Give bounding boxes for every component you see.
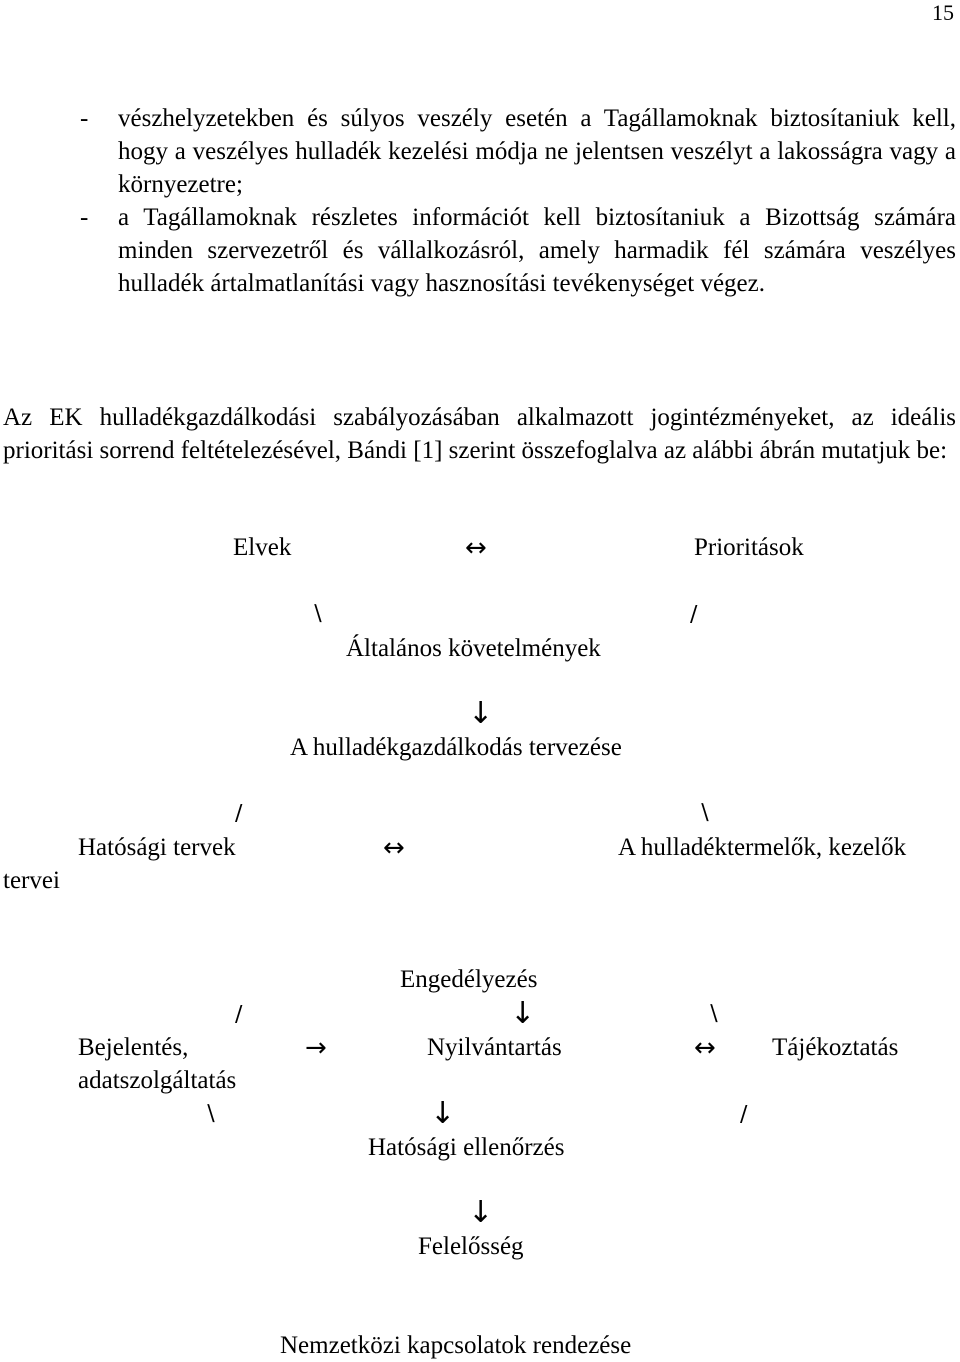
node-felelosseg: Felelősség bbox=[418, 1233, 524, 1260]
bullet-item-2 bbox=[78, 201, 956, 300]
intro-paragraph: Az EK hulladékgazdálkodási szabályozásában alkalmazott jogintézményeket, az ideális prioritási sorrend feltételezésével, Bándi [1] szerint összefoglalva az alábbi ábrán mutatjuk be: bbox=[3, 404, 956, 464]
down-arrow-icon: ↓ bbox=[468, 1195, 494, 1230]
down-arrow-icon: ↓ bbox=[510, 996, 536, 1031]
backslash-connector-icon: ∖ bbox=[697, 801, 712, 826]
node-tervezes: A hulladékgazdálkodás tervezése bbox=[290, 734, 622, 761]
node-termelok: A hulladéktermelők, kezelők bbox=[618, 834, 907, 861]
slash-connector-icon: ∕ bbox=[690, 602, 698, 627]
node-nemzetkozi-kapcsolatok: Nemzetközi kapcsolatok rendezése bbox=[280, 1332, 632, 1359]
slash-connector-icon: ∕ bbox=[235, 1002, 243, 1027]
backslash-connector-icon: ∖ bbox=[706, 1002, 721, 1027]
double-arrow-icon: ↔ bbox=[383, 833, 405, 863]
bullet-dash: - bbox=[80, 204, 89, 231]
bullet-text: vészhelyzetekben és súlyos veszély esetén a Tagállamoknak biztosítaniuk kell, hogy a veszélyes hulladék kezelési módja ne jelentsen veszélyt a lakosságra vagy a környezetre; bbox=[118, 105, 956, 198]
bullet-dash: - bbox=[80, 105, 89, 132]
backslash-connector-icon: ∖ bbox=[310, 602, 325, 627]
node-altalanos-kovetelmenyek: Általános követelmények bbox=[346, 635, 601, 662]
backslash-connector-icon: ∖ bbox=[203, 1102, 218, 1127]
down-arrow-icon: ↓ bbox=[468, 696, 494, 731]
right-arrow-icon: → bbox=[305, 1033, 327, 1063]
bullet-list bbox=[78, 102, 956, 300]
node-termelok-continued: tervei bbox=[3, 867, 60, 894]
double-arrow-icon: ↔ bbox=[465, 533, 487, 563]
node-prioritasok: Prioritások bbox=[694, 534, 804, 561]
down-arrow-icon: ↓ bbox=[430, 1096, 456, 1131]
node-adatszolgaltatas: adatszolgáltatás bbox=[78, 1067, 237, 1094]
node-elvek: Elvek bbox=[233, 534, 292, 561]
slash-connector-icon: ∕ bbox=[740, 1102, 748, 1127]
node-hatosagi-ellenorzes: Hatósági ellenőrzés bbox=[368, 1134, 565, 1161]
slash-connector-icon: ∕ bbox=[235, 801, 243, 826]
bullet-item-1 bbox=[78, 102, 956, 201]
bullet-text: a Tagállamoknak részletes információt kell biztosítaniuk a Bizottság számára minden szervezetről és vállalkozásról, amely harmadik fél számára veszélyes hulladék ártalmatlanítási vagy hasznosítási tevékenységet végez. bbox=[118, 204, 956, 297]
double-arrow-icon: ↔ bbox=[694, 1033, 716, 1063]
node-bejelentes: Bejelentés, bbox=[78, 1034, 189, 1061]
node-hatosagi-tervek: Hatósági tervek bbox=[78, 834, 236, 861]
node-tajekoztatas: Tájékoztatás bbox=[772, 1034, 899, 1061]
node-nyilvantartas: Nyilvántartás bbox=[427, 1034, 562, 1061]
page-number: 15 bbox=[932, 0, 954, 25]
node-engedelyezes: Engedélyezés bbox=[400, 966, 538, 993]
